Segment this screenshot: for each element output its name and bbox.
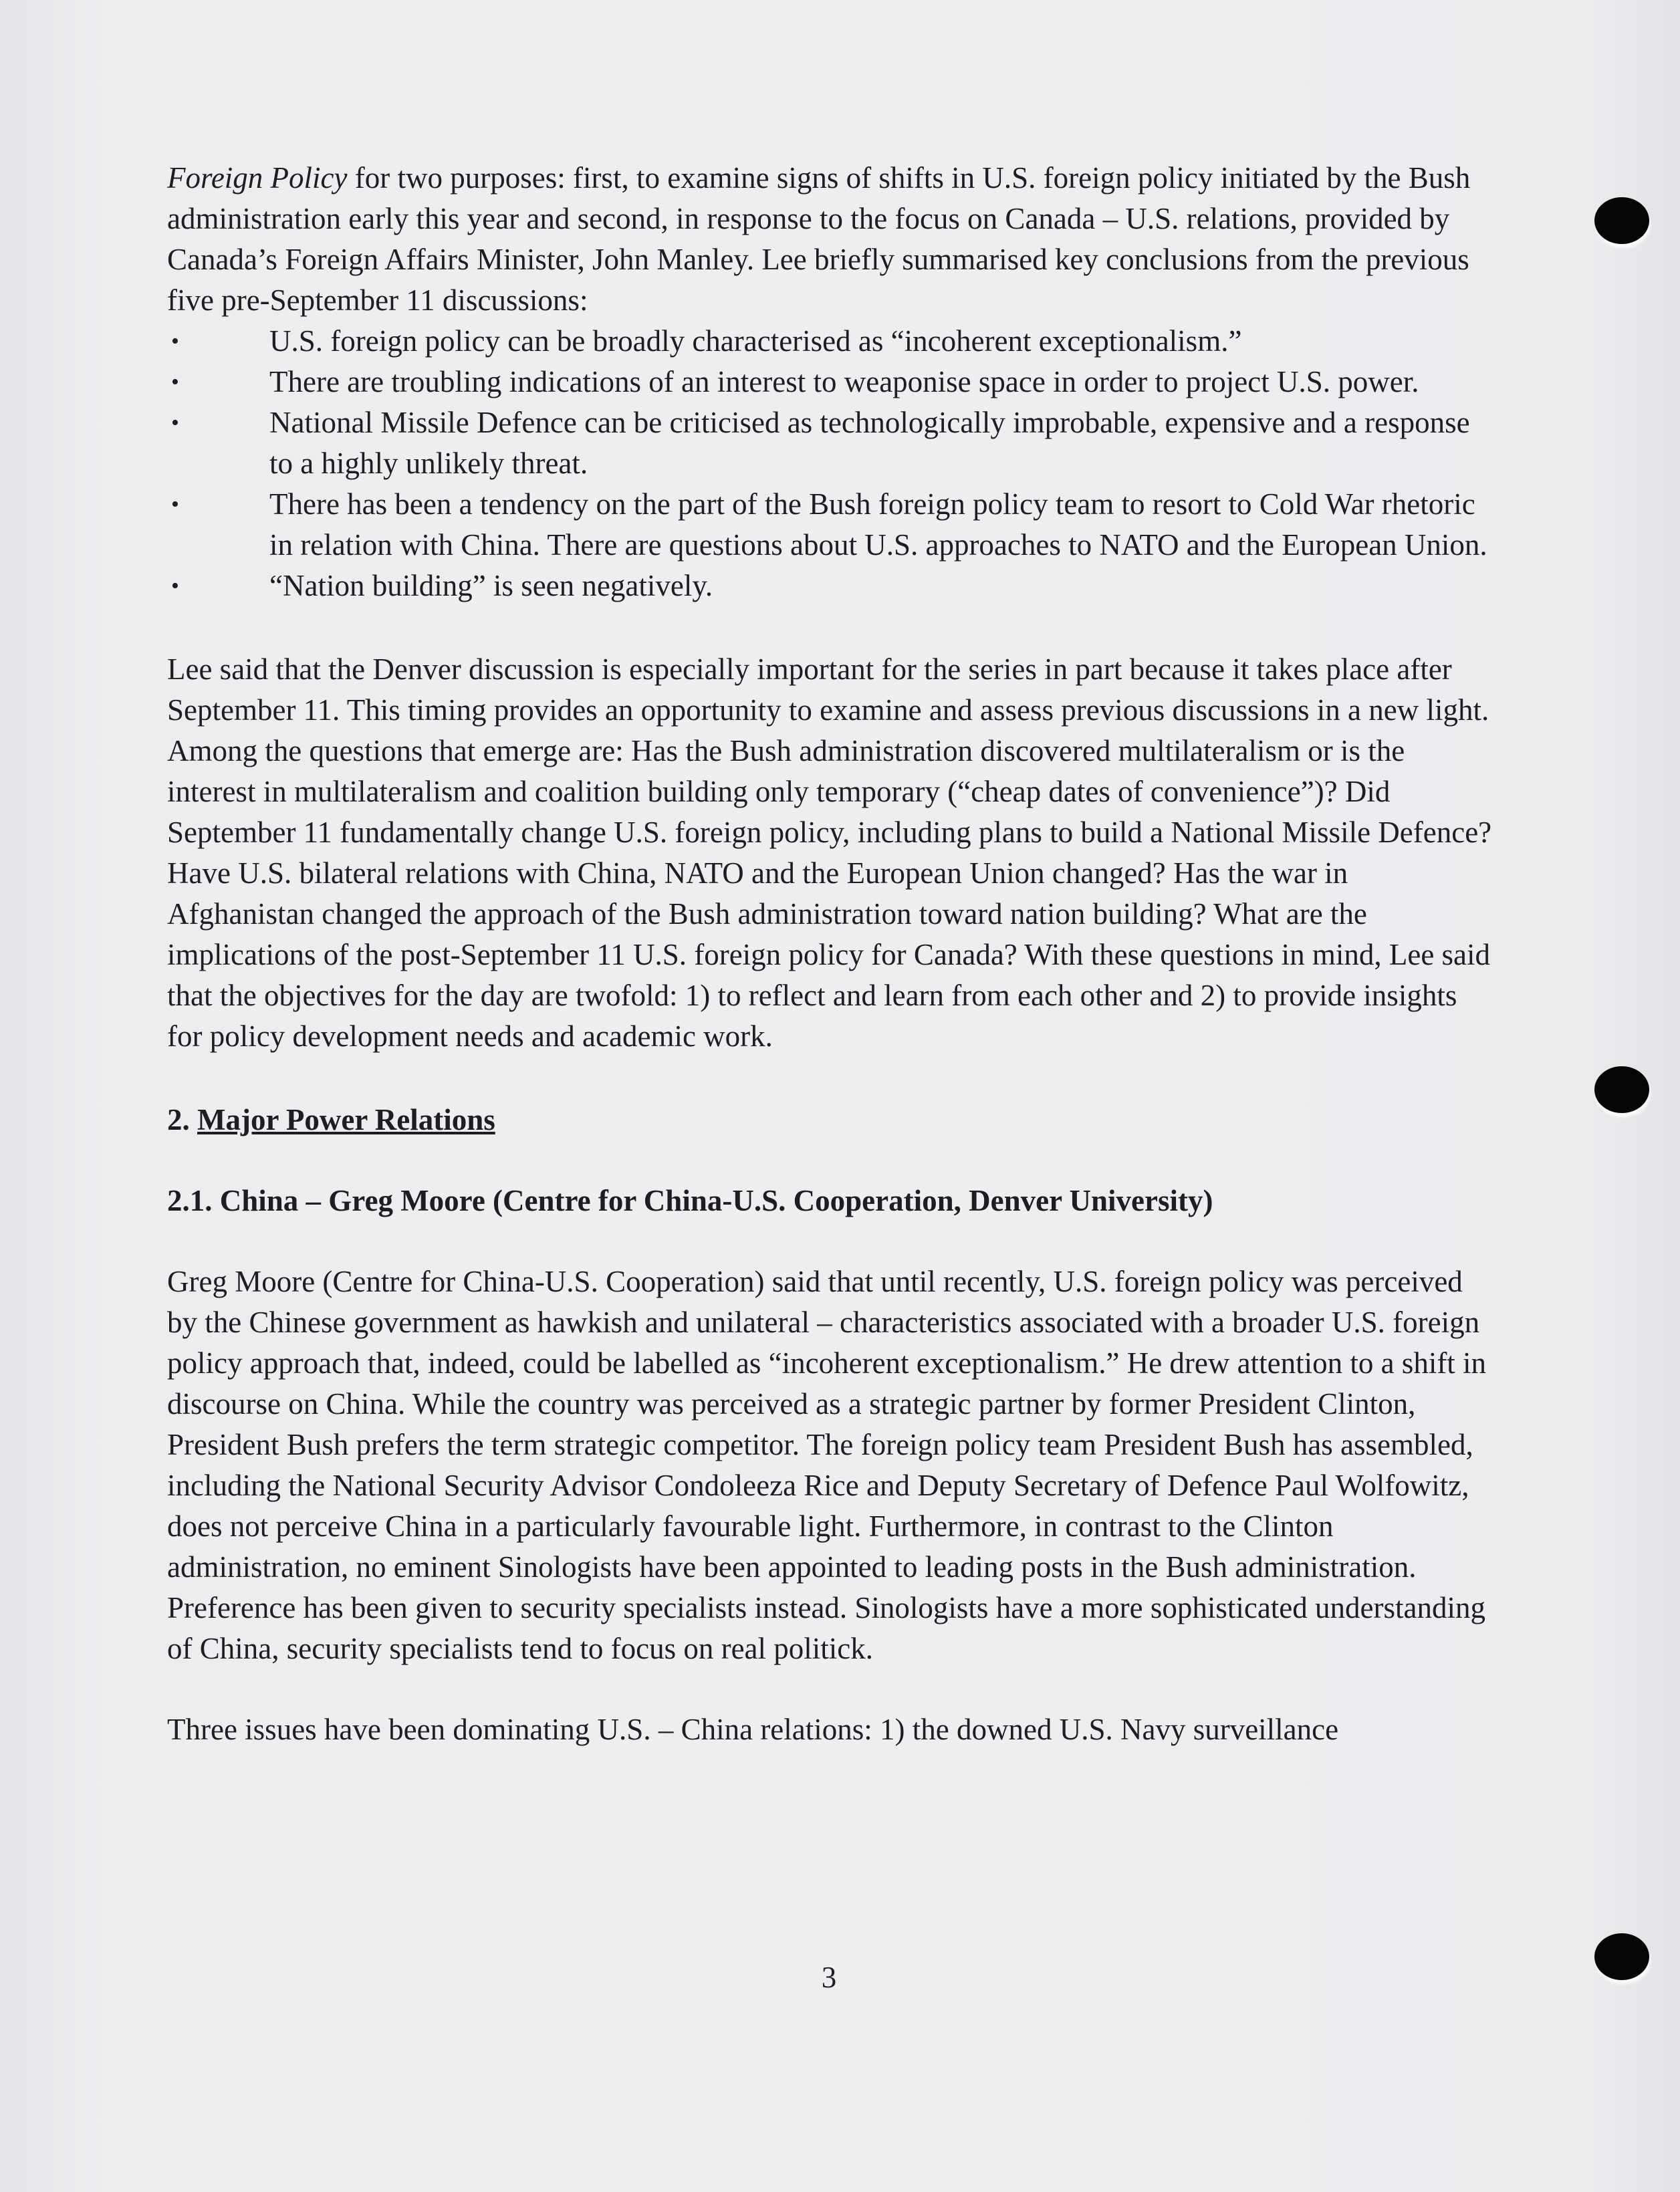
page-body (167, 158, 1497, 1750)
moore-paragraph: Greg Moore (Centre for China-U.S. Cooperation) said that until recently, U.S. foreign policy was perceived by the Chinese government as hawkish and unilateral – characteristics associated with a broader U.S. foreign policy approach that, indeed, could be labelled as “incoherent exceptionalism.” He drew attention to a shift in discourse on China. While the country was perceived as a strategic partner by former President Clinton, President Bush prefers the term strategic competitor. The foreign policy team President Bush has assembled, including the National Security Advisor Condoleeza Rice and Deputy Secretary of Defence Paul Wolfowitz, does not perceive China in a particularly favourable light. Furthermore, in contrast to the Clinton administration, no eminent Sinologists have been appointed to leading posts in the Bush administration. Preference has been given to security specialists instead. Sinologists have a more sophisticated understanding of China, security specialists tend to focus on real politick. (167, 1265, 1487, 1665)
punch-hole-icon (1594, 1933, 1649, 1980)
subsection-heading-china: 2.1. China – Greg Moore (Centre for China-U.S. Cooperation, Denver University) (167, 1184, 1213, 1217)
section-heading-major-power-relations (167, 1100, 1497, 1140)
bullet-icon: • (171, 410, 179, 435)
bullet-icon: • (171, 329, 179, 354)
spacer (167, 1140, 1497, 1181)
conclusions-list (167, 321, 1497, 606)
bullet-icon: • (171, 492, 179, 517)
spacer (167, 1221, 1497, 1261)
spacer (167, 1669, 1497, 1709)
intro-italic-lead: Foreign Policy (167, 161, 348, 195)
punch-hole-icon (1594, 197, 1649, 244)
list-item-text: U.S. foreign policy can be broadly characterised as “incoherent exceptionalism.” (269, 324, 1242, 358)
issues-paragraph: Three issues have been dominating U.S. – China relations: 1) the downed U.S. Navy surveillance (167, 1713, 1339, 1746)
list-item (167, 362, 1497, 402)
list-item (167, 566, 1497, 606)
spacer (167, 1057, 1497, 1100)
bullet-icon: • (171, 370, 179, 394)
list-item-text: “Nation building” is seen negatively. (269, 569, 713, 602)
list-item (167, 321, 1497, 362)
spacer (167, 606, 1497, 649)
list-item-text: There are troubling indications of an interest to weaponise space in order to project U.S. power. (269, 365, 1419, 398)
list-item (167, 402, 1497, 484)
section-title: Major Power Relations (197, 1103, 495, 1136)
page-number: 3 (821, 1961, 837, 1994)
list-item (167, 484, 1497, 566)
section-number: 2. (167, 1103, 197, 1136)
intro-paragraph (167, 158, 1497, 321)
intro-text: for two purposes: first, to examine signs of shifts in U.S. foreign policy initiated by the Bush administration early this year and second, in response to the focus on Canada – U.S. relations, provided by Canada’s Foreign Affairs Minister, John Manley. Lee briefly summarised key conclusions from the previous five pre-September 11 discussions: (167, 161, 1471, 317)
punch-hole-icon (1594, 1066, 1649, 1113)
bullet-icon: • (171, 574, 179, 598)
lee-paragraph: Lee said that the Denver discussion is especially important for the series in part because it takes place after September 11. This timing provides an opportunity to examine and assess previous discussions in a new light. Among the questions that emerge are: Has the Bush administration discovered multilateralism or is the interest in multilateralism and coalition building only temporary (“cheap dates of convenience”)? Did September 11 fundamentally change U.S. foreign policy, including plans to build a National Missile Defence? Have U.S. bilateral relations with China, NATO and the European Union changed? Has the war in Afghanistan changed the approach of the Bush administration toward nation building? What are the implications of the post-September 11 U.S. foreign policy for Canada? With these questions in mind, Lee said that the objectives for the day are twofold: 1) to reflect and learn from each other and 2) to provide insights for policy development needs and academic work. (167, 652, 1492, 1053)
list-item-text: National Missile Defence can be criticised as technologically improbable, expensive and a response to a highly unlikely threat. (269, 406, 1470, 480)
list-item-text: There has been a tendency on the part of the Bush foreign policy team to resort to Cold War rhetoric in relation with China. There are questions about U.S. approaches to NATO and the European Union. (269, 487, 1487, 562)
